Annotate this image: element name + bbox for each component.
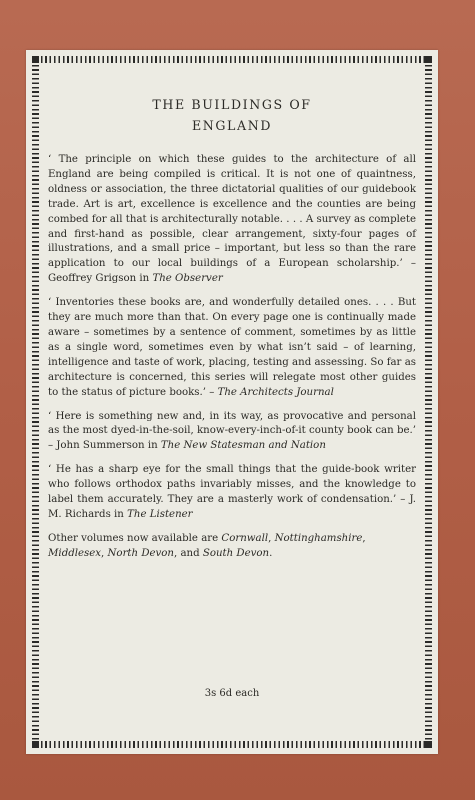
border-right — [425, 56, 432, 748]
volume-cornwall: Cornwall — [221, 532, 269, 544]
volume-nottinghamshire: Nottinghamshire — [274, 532, 363, 544]
series-title-line-1: THE BUILDINGS OF — [152, 97, 312, 112]
other-volumes-prefix: Other volumes now available are — [48, 532, 222, 544]
separator: , — [362, 532, 366, 544]
series-title-line-2: ENGLAND — [191, 118, 273, 133]
text-panel — [26, 50, 438, 754]
quote-source: The New Statesman and Nation — [160, 440, 326, 452]
border-corner — [32, 741, 39, 748]
quote-text: ‘ Inventories these books are, and wonderfully detailed ones. . . . But they are much more than that. On every page one is continually made aware – sometimes by a sentence of comment, sometimes by as little as a single word, sometimes even by what isn’t said – of learning, intelligence and taste of work, placing, testing and assessing. So far as architecture is concerned, this series will relegate most other guides to the status of picture books.’ – — [48, 297, 416, 398]
quote-text: ‘ He has a sharp eye for the small things that the guide-book writer who follows orthodox paths invariably misses, and the knowledge to label them accurately. They are a masterly work of condensation.’ – J. M. Richards in — [48, 464, 416, 520]
separator: . — [269, 547, 273, 559]
border-corner — [32, 56, 39, 63]
quote-source: The Observer — [152, 273, 223, 285]
border-corner — [425, 741, 432, 748]
price-amount: 3s 6d — [204, 688, 233, 699]
series-title — [48, 94, 416, 136]
separator: , and — [173, 547, 203, 559]
border-bottom — [32, 741, 432, 748]
review-quote-listener — [48, 463, 416, 523]
quote-source: The Listener — [127, 508, 193, 520]
other-volumes-note — [48, 532, 416, 562]
volume-north-devon: North Devon — [107, 547, 174, 559]
review-quote-observer — [48, 153, 416, 287]
border-left — [32, 56, 39, 748]
separator: , — [268, 532, 275, 544]
price-label — [26, 688, 438, 699]
quote-source: The Architects Journal — [217, 386, 334, 398]
panel-content — [48, 94, 416, 562]
price-each: each — [232, 688, 260, 699]
volume-middlesex: Middlesex — [48, 547, 102, 559]
review-quote-architects-journal — [48, 296, 416, 400]
quote-text: ‘ Here is something new and, in its way, as provocative and personal as the most dyed-in-the-soil, know-every-inch-of-it county book can be.’ – John Summerson in — [48, 410, 416, 452]
border-corner — [425, 56, 432, 63]
border-top — [32, 56, 432, 63]
review-quote-new-statesman — [48, 410, 416, 455]
quote-text: ‘ The principle on which these guides to the architecture of all England are being compiled is critical. It is not one of quaintness, oldness or association, the three dictatorial qualities of our guidebook trade. Art is art, excellence is excellence and the counties are being combed for all that is architecturally notable. . . . A survey as complete and first-hand as possible, clear arrangement, sixty-four pages of illustrations, and a small price – important, but less so than the rare application to our local buildings of a European scholarship.’ – Geoffrey Grigson in — [48, 154, 416, 285]
volume-south-devon: South Devon — [202, 547, 270, 559]
separator: , — [101, 547, 108, 559]
